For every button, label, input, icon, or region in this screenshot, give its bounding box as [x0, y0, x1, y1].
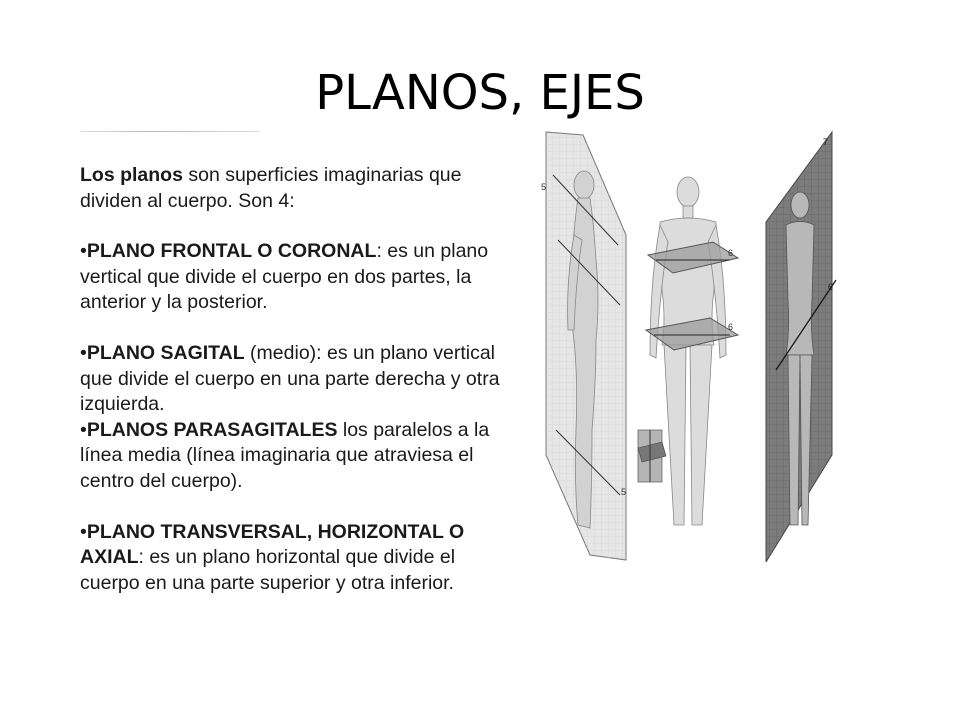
item-sagital — [80, 341, 510, 418]
intro-text: son superficies imaginarias que dividen al cuerpo. Son 4: — [80, 164, 462, 212]
figure-label: 5 — [541, 182, 547, 192]
intro-paragraph — [80, 163, 510, 214]
slide-title: PLANOS, EJES — [315, 65, 645, 121]
figure-label: 6 — [828, 282, 834, 292]
figure-label: 6 — [728, 248, 734, 258]
figure-label: 7 — [823, 137, 829, 147]
spacer — [80, 214, 510, 239]
item-parasagitales-title: PLANOS PARASAGITALES — [86, 418, 338, 441]
sagittal-plane-group — [541, 132, 626, 560]
item-parasagitales — [80, 418, 510, 495]
anatomical-planes-illustration — [538, 130, 838, 562]
mini-planes-icon — [638, 430, 666, 482]
item-sagital-text: (medio): es un plano vertical que divide el cuerpo en una parte derecha y otra izquierda. — [80, 341, 500, 416]
figure-label: 5 — [621, 487, 627, 497]
item-frontal-title: PLANO FRONTAL O CORONAL — [86, 240, 377, 263]
transverse-planes-group — [638, 177, 738, 525]
figure-label: 6 — [728, 322, 734, 332]
text-block — [80, 163, 510, 596]
bullet: • — [80, 240, 87, 263]
bullet: • — [80, 520, 87, 543]
spacer — [80, 316, 510, 341]
item-transversal-text: : es un plano horizontal que divide el cuerpo en una parte superior y otra inferior. — [80, 546, 456, 594]
bullet: • — [80, 341, 87, 364]
bullet: • — [80, 418, 87, 441]
item-frontal-text: : es un plano vertical que divide el cuerpo en dos partes, la anterior y la posterior. — [80, 240, 489, 314]
frontal-plane-group — [766, 132, 836, 562]
spacer — [80, 495, 510, 520]
item-frontal — [80, 239, 510, 316]
item-transversal — [80, 520, 510, 597]
item-transversal-title: PLANO TRANSVERSAL, HORIZONTAL O AXIAL — [80, 520, 465, 569]
intro-bold: Los planos — [80, 164, 183, 186]
item-parasagitales-text: los paralelos a la línea media (línea imaginaria que atraviesa el centro del cuerpo). — [80, 418, 490, 492]
anatomical-planes-figure — [538, 130, 838, 562]
scan-artifact-line — [80, 131, 260, 132]
item-sagital-title: PLANO SAGITAL — [86, 341, 245, 364]
